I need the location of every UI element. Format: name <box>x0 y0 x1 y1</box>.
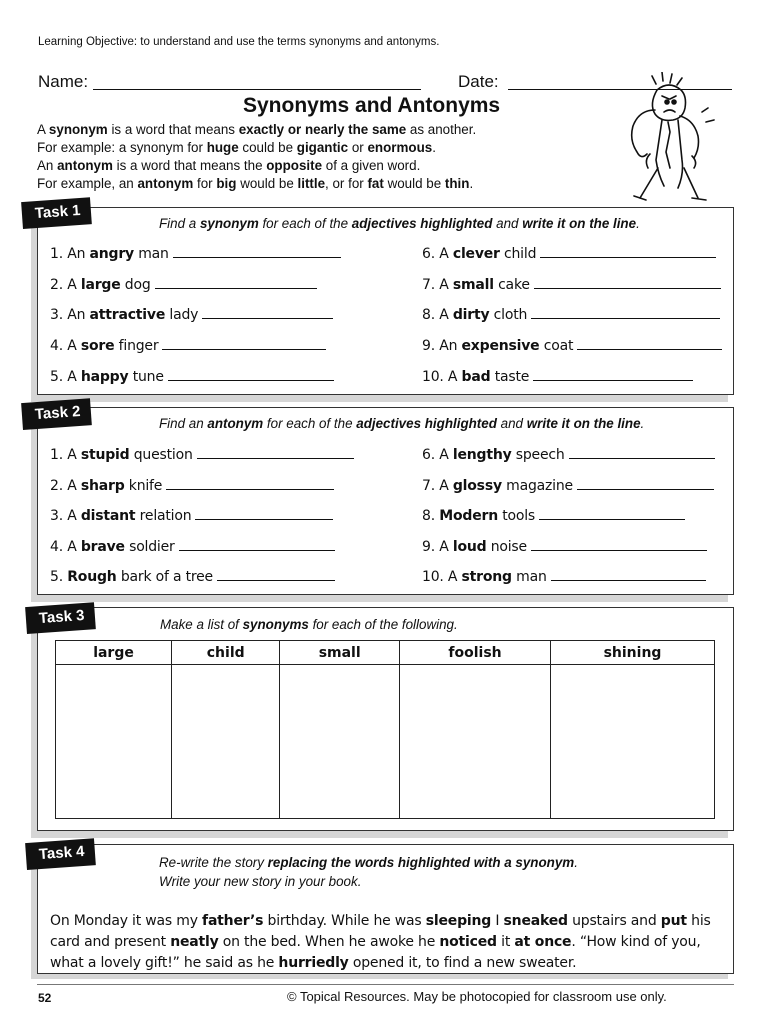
exercise-item <box>50 539 335 555</box>
task1-instruction: Find a synonym for each of the adjectives highlighted and write it on the line. <box>159 216 640 231</box>
exercise-prompt: 3. A distant relation <box>50 508 192 524</box>
answer-line[interactable] <box>531 539 707 551</box>
answer-cell[interactable] <box>551 665 715 819</box>
task4-instruction-2: Write your new story in your book. <box>159 874 362 889</box>
exercise-prompt: 4. A brave soldier <box>50 538 175 555</box>
footer-divider <box>37 984 734 985</box>
exercise-prompt: 9. A loud noise <box>422 538 527 555</box>
answer-line[interactable] <box>540 246 716 258</box>
page-number: 52 <box>38 991 52 1005</box>
exercise-item <box>422 447 715 463</box>
exercise-prompt: 10. A strong man <box>422 569 547 585</box>
exercise-item <box>422 539 707 555</box>
exercise-prompt: 5. Rough bark of a tree <box>50 569 213 585</box>
exercise-item <box>50 447 354 463</box>
exercise-prompt: 2. A sharp knife <box>50 477 163 494</box>
intro-text <box>37 121 476 193</box>
exercise-prompt: 2. A large dog <box>50 276 151 293</box>
exercise-prompt: 6. A lengthy speech <box>422 447 565 463</box>
synonym-table <box>55 640 715 819</box>
answer-line[interactable] <box>197 447 354 459</box>
exercise-prompt: 7. A glossy magazine <box>422 477 573 494</box>
exercise-item <box>50 478 334 494</box>
intro-line: For example: a synonym for huge could be gigantic or enormous. <box>37 140 436 155</box>
exercise-prompt: 1. An angry man <box>50 246 169 262</box>
task3-tab: Task 3 <box>25 602 95 634</box>
exercise-prompt: 10. A bad taste <box>422 368 530 385</box>
task1-box <box>37 207 734 395</box>
exercise-item <box>422 569 706 585</box>
name-label: Name: <box>38 72 89 91</box>
answer-line[interactable] <box>539 508 685 520</box>
answer-line[interactable] <box>217 569 335 581</box>
exercise-prompt: 8. Modern tools <box>422 508 536 524</box>
task4-tab: Task 4 <box>25 838 95 870</box>
story-text: On Monday it was my father’s birthday. While he was sleeping I sneaked upstairs and put his card and present neatly on the bed. When he awoke he noticed it at once. “How kind of you, what a lovely gift!” he said as he hurriedly opened it, to find a new sweater. <box>50 913 711 971</box>
task2-box <box>37 407 734 595</box>
answer-cell[interactable] <box>172 665 280 819</box>
exercise-item <box>422 508 685 524</box>
exercise-item <box>50 369 334 385</box>
exercise-item <box>50 277 317 293</box>
exercise-prompt: 3. An attractive lady <box>50 307 199 324</box>
answer-line[interactable] <box>577 338 722 350</box>
answer-line[interactable] <box>551 569 706 581</box>
exercise-prompt: 6. A clever child <box>422 246 537 262</box>
answer-cell[interactable] <box>280 665 400 819</box>
exercise-prompt: 4. A sore finger <box>50 338 159 355</box>
column-header: large <box>56 641 172 665</box>
exercise-item <box>422 307 720 323</box>
answer-line[interactable] <box>531 307 720 319</box>
column-header: foolish <box>400 641 551 665</box>
answer-line[interactable] <box>155 277 317 289</box>
column-header: small <box>280 641 400 665</box>
intro-line: An antonym is a word that means the opposite of a given word. <box>37 158 421 173</box>
column-header: child <box>172 641 280 665</box>
column-header: shining <box>551 641 715 665</box>
exercise-prompt: 7. A small cake <box>422 276 530 293</box>
exercise-item <box>50 246 341 262</box>
exercise-prompt: 8. A dirty cloth <box>422 307 528 324</box>
exercise-item <box>422 338 722 354</box>
answer-line[interactable] <box>534 277 721 289</box>
task1-tab: Task 1 <box>21 197 91 229</box>
exercise-prompt: 5. A happy tune <box>50 368 164 385</box>
intro-line: A synonym is a word that means exactly or nearly the same as another. <box>37 122 477 137</box>
answer-line[interactable] <box>173 246 341 258</box>
exercise-item <box>422 369 693 385</box>
task3-instruction: Make a list of synonyms for each of the following. <box>160 617 458 632</box>
exercise-item <box>422 277 721 293</box>
copyright-notice: © Topical Resources. May be photocopied for classroom use only. <box>287 989 667 1004</box>
answer-line[interactable] <box>533 369 693 381</box>
answer-cell[interactable] <box>56 665 172 819</box>
task4-instruction: Re-write the story replacing the words highlighted with a synonym. <box>159 855 578 870</box>
answer-cell[interactable] <box>400 665 551 819</box>
answer-line[interactable] <box>168 369 334 381</box>
task2-tab: Task 2 <box>21 398 91 430</box>
answer-line[interactable] <box>202 307 333 319</box>
exercise-prompt: 1. A stupid question <box>50 447 193 463</box>
date-label: Date: <box>458 72 499 91</box>
answer-line[interactable] <box>569 447 715 459</box>
task2-instruction: Find an antonym for each of the adjectives highlighted and write it on the line. <box>159 416 645 431</box>
answer-line[interactable] <box>179 539 335 551</box>
name-line[interactable] <box>93 89 421 90</box>
page-title: Synonyms and Antonyms <box>243 94 501 117</box>
answer-line[interactable] <box>162 338 326 350</box>
exercise-item <box>50 569 335 585</box>
angry-man-illustration <box>622 72 722 212</box>
exercise-item <box>50 307 333 323</box>
answer-line[interactable] <box>577 478 714 490</box>
exercise-item <box>422 246 716 262</box>
exercise-item <box>50 338 326 354</box>
answer-line[interactable] <box>166 478 334 490</box>
intro-line: For example, an antonym for big would be little, or for fat would be thin. <box>37 176 474 191</box>
exercise-item <box>422 478 714 494</box>
answer-line[interactable] <box>195 508 333 520</box>
exercise-prompt: 9. An expensive coat <box>422 338 574 355</box>
learning-objective: Learning Objective: to understand and use the terms synonyms and antonyms. <box>38 36 440 48</box>
exercise-item <box>50 508 333 524</box>
